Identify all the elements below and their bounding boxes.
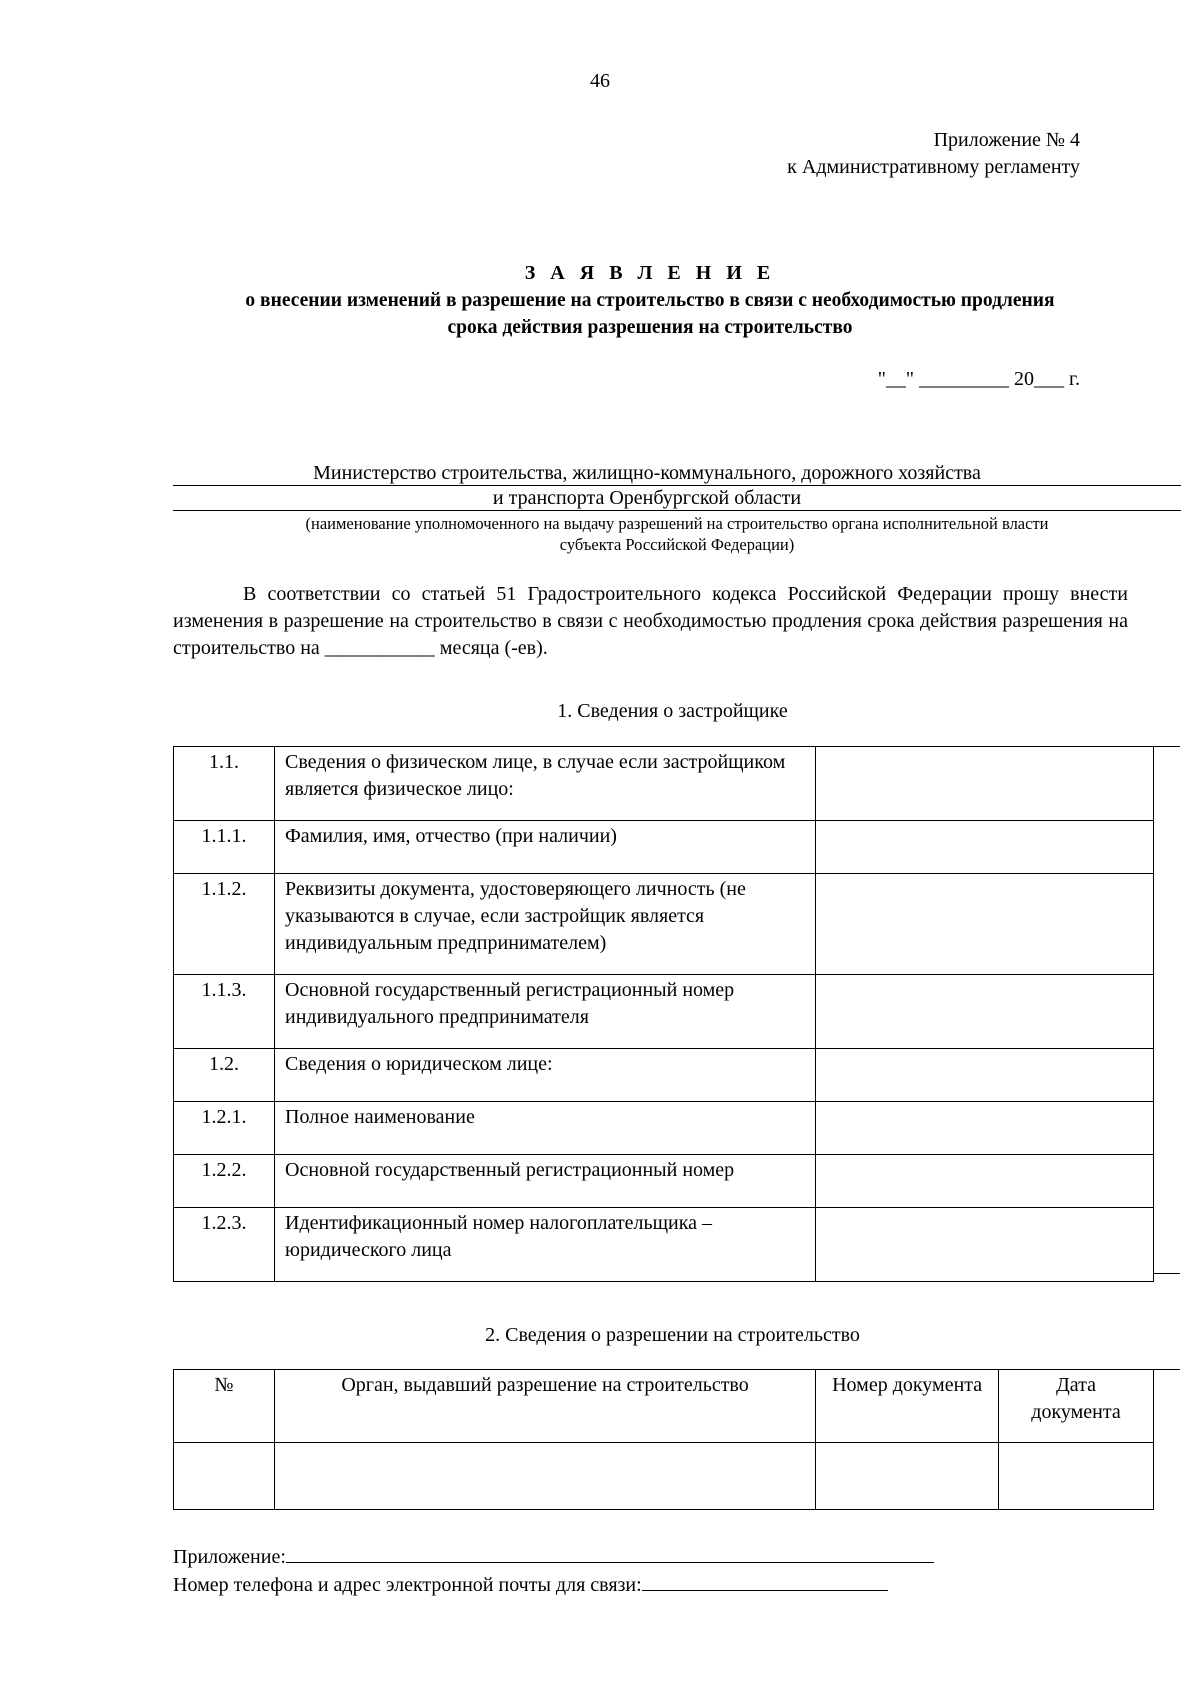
- appendix-line-2: к Административному регламенту: [787, 156, 1080, 178]
- organization-line-2: и транспорта Оренбургской области: [173, 486, 1181, 511]
- row-value-field[interactable]: [816, 1102, 1154, 1155]
- table-row: [174, 1443, 1154, 1510]
- row-number: 1.2.2.: [174, 1155, 275, 1208]
- table-row: [174, 975, 1154, 1049]
- contact-field[interactable]: [642, 1570, 888, 1591]
- column-header-number: №: [174, 1370, 275, 1443]
- attachment-field[interactable]: [286, 1542, 934, 1563]
- row-value-field[interactable]: [816, 821, 1154, 874]
- row-label: Сведения о физическом лице, в случае если застройщиком является физическое лицо:: [275, 747, 816, 821]
- appendix-line-1: Приложение № 4: [933, 129, 1080, 151]
- row-label: Полное наименование: [275, 1102, 816, 1155]
- cell-number-field[interactable]: [174, 1443, 275, 1510]
- row-label: Основной государственный регистрационный номер индивидуального предпринимателя: [275, 975, 816, 1049]
- contact-label: Номер телефона и адрес электронной почты для связи:: [173, 1574, 642, 1596]
- contact-line: [173, 1570, 934, 1598]
- cell-doc-number-field[interactable]: [816, 1443, 999, 1510]
- cell-issuer-field[interactable]: [274, 1443, 815, 1510]
- table-edge-line: [1154, 1369, 1180, 1370]
- table-edge-line-bottom: [1154, 1273, 1180, 1274]
- title-line-1: о внесении изменений в разрешение на строительство в связи с необходимостью продления: [245, 290, 1055, 311]
- column-header-doc-date: Дата документа: [999, 1370, 1154, 1443]
- table-header-row: [174, 1370, 1154, 1443]
- title-word: З А Я В Л Е Н И Е: [524, 262, 776, 284]
- row-number: 1.2.: [174, 1049, 275, 1102]
- footer-block: [173, 1542, 934, 1598]
- section-2-title: 2. Сведения о разрешении на строительство: [485, 1324, 860, 1346]
- appendix-reference: [787, 127, 1080, 181]
- row-value-field[interactable]: [816, 1208, 1154, 1282]
- row-number: 1.1.2.: [174, 874, 275, 975]
- table-edge-line-top: [1154, 746, 1180, 747]
- row-value-field[interactable]: [816, 975, 1154, 1049]
- date-field[interactable]: "__" _________ 20___ г.: [877, 368, 1080, 390]
- row-number: 1.1.: [174, 747, 275, 821]
- table-row: [174, 874, 1154, 975]
- developer-info-table: [173, 746, 1154, 1282]
- organization-caption-line-1: (наименование уполномоченного на выдачу разрешений на строительство органа исполнительной власти: [305, 514, 1049, 533]
- organization-caption: [173, 513, 1181, 555]
- row-label: Основной государственный регистрационный номер: [275, 1155, 816, 1208]
- row-label: Сведения о юридическом лице:: [275, 1049, 816, 1102]
- row-value-field[interactable]: [816, 1155, 1154, 1208]
- table-row: [174, 821, 1154, 874]
- table-row: [174, 1155, 1154, 1208]
- request-paragraph: В соответствии со статьей 51 Градостроительного кодекса Российской Федерации прошу внести изменения в разрешение на строительство в связи с необходимостью продления срока действия разрешения на строительство на ___________ месяца (-ев).: [173, 583, 1128, 659]
- row-label: Фамилия, имя, отчество (при наличии): [275, 821, 816, 874]
- row-value-field[interactable]: [816, 874, 1154, 975]
- cell-doc-date-field[interactable]: [999, 1443, 1154, 1510]
- table-row: [174, 1049, 1154, 1102]
- row-number: 1.2.1.: [174, 1102, 275, 1155]
- row-label: Идентификационный номер налогоплательщика – юридического лица: [275, 1208, 816, 1282]
- attachment-line: [173, 1542, 934, 1570]
- document-title: [170, 260, 1130, 341]
- column-header-issuer: Орган, выдавший разрешение на строительство: [274, 1370, 815, 1443]
- table-row: [174, 747, 1154, 821]
- row-number: 1.1.3.: [174, 975, 275, 1049]
- row-number: 1.2.3.: [174, 1208, 275, 1282]
- attachment-label: Приложение:: [173, 1546, 286, 1568]
- row-number: 1.1.1.: [174, 821, 275, 874]
- page-number: 46: [590, 70, 610, 92]
- row-label: Реквизиты документа, удостоверяющего личность (не указываются в случае, если застройщик является индивидуальным предпринимателем): [275, 874, 816, 975]
- row-value-field[interactable]: [816, 1049, 1154, 1102]
- permit-info-table: [173, 1369, 1154, 1510]
- column-header-doc-number: Номер документа: [816, 1370, 999, 1443]
- title-line-2: срока действия разрешения на строительство: [447, 317, 853, 338]
- table-row: [174, 1102, 1154, 1155]
- organization-caption-line-2: субъекта Российской Федерации): [559, 535, 795, 554]
- table-row: [174, 1208, 1154, 1282]
- row-value-field[interactable]: [816, 747, 1154, 821]
- organization-block: [173, 461, 1181, 555]
- organization-line-1: Министерство строительства, жилищно-коммунального, дорожного хозяйства: [173, 461, 1181, 486]
- section-1-title: 1. Сведения о застройщике: [557, 700, 788, 722]
